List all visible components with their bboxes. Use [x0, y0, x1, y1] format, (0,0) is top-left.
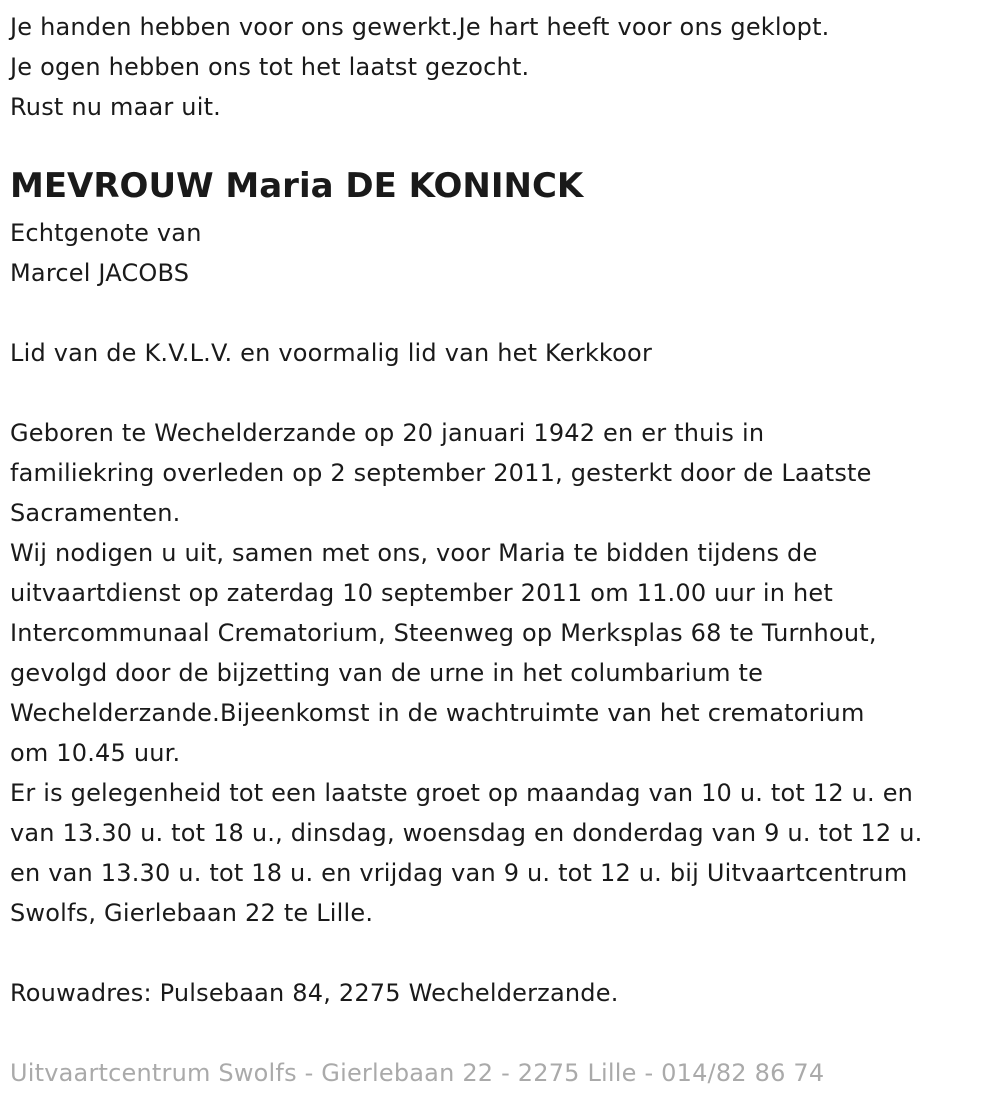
footer-funeral-home: Uitvaartcentrum Swolfs - Gierlebaan 22 - 2275 Lille - 014/82 86 74 — [10, 1059, 825, 1087]
mourning-address: Rouwadres: Pulsebaan 84, 2275 Wechelderzande. — [10, 979, 619, 1007]
body-line: Intercommunaal Crematorium, Steenweg op Merksplas 68 te Turnhout, — [10, 619, 877, 647]
membership: Lid van de K.V.L.V. en voormalig lid van het Kerkkoor — [10, 339, 653, 367]
verse-line: Je handen hebben voor ons gewerkt.Je hart heeft voor ons geklopt. — [10, 13, 830, 41]
deceased-name: MEVROUW Maria DE KONINCK — [10, 166, 584, 206]
spouse-name: Marcel JACOBS — [10, 259, 190, 287]
verse — [10, 7, 990, 127]
verse-line: Rust nu maar uit. — [10, 93, 222, 121]
body-line: familiekring overleden op 2 september 2011, gesterkt door de Laatste — [10, 459, 872, 487]
body-line: om 10.45 uur. — [10, 739, 181, 767]
body-line: Geboren te Wechelderzande op 20 januari 1942 en er thuis in — [10, 419, 765, 447]
body-line: Er is gelegenheid tot een laatste groet op maandag van 10 u. tot 12 u. en — [10, 779, 914, 807]
body-line: uitvaartdienst op zaterdag 10 september 2011 om 11.00 uur in het — [10, 579, 833, 607]
body-line: Sacramenten. — [10, 499, 181, 527]
obituary-document — [10, 7, 990, 1093]
body-line: Wij nodigen u uit, samen met ons, voor Maria te bidden tijdens de — [10, 539, 818, 567]
body-text — [10, 413, 990, 933]
body-line: en van 13.30 u. tot 18 u. en vrijdag van 9 u. tot 12 u. bij Uitvaartcentrum — [10, 859, 908, 887]
body-line: Swolfs, Gierlebaan 22 te Lille. — [10, 899, 374, 927]
body-line: Wechelderzande.Bijeenkomst in de wachtruimte van het crematorium — [10, 699, 865, 727]
body-line: van 13.30 u. tot 18 u., dinsdag, woensdag en donderdag van 9 u. tot 12 u. — [10, 819, 923, 847]
body-line: gevolgd door de bijzetting van de urne in het columbarium te — [10, 659, 764, 687]
verse-line: Je ogen hebben ons tot het laatst gezocht. — [10, 53, 530, 81]
spouse-label: Echtgenote van — [10, 219, 202, 247]
